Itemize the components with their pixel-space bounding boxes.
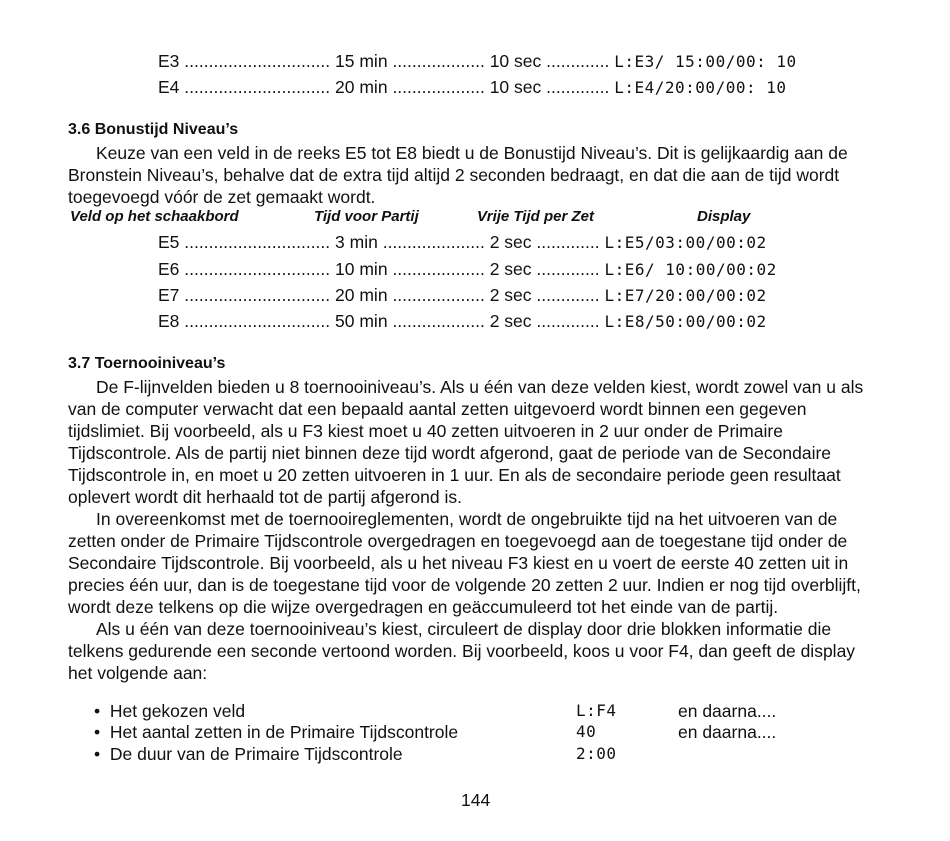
row-time: 15 min: [335, 51, 388, 71]
column-header-display: Display: [697, 208, 751, 225]
row-time: 10 min: [335, 259, 388, 279]
leader-dots: ...................: [392, 77, 485, 97]
row-display: L:E8/50:00/00:02: [604, 312, 767, 331]
list-item: [94, 721, 458, 743]
row-extra: 10 sec: [489, 51, 542, 71]
bullet-icon: •: [94, 744, 101, 764]
leader-dots: .............: [536, 232, 600, 252]
bullet-suffix: en daarna....: [678, 722, 777, 742]
leader-dots: ...................: [392, 285, 485, 305]
leader-dots: ..............................: [184, 232, 331, 252]
section-heading: 3.7 Toernooiniveau’s: [68, 355, 226, 372]
row-time: 20 min: [335, 77, 388, 97]
paragraph: Keuze van een veld in de reeks E5 tot E8 biedt u de Bonustijd Niveau’s. Dit is gelijkaardig aan de Bronstein Niveau’s, behalve dat de extra tijd altijd 2 seconden bedraagt, en dat die aan de tijd wordt toegevoegd vóór de zet gemaakt wordt.: [68, 143, 848, 207]
table-row: [158, 231, 767, 254]
page-number: 144: [461, 790, 491, 810]
row-time: 50 min: [335, 311, 388, 331]
table-row: [158, 50, 797, 73]
row-field: E6: [158, 259, 180, 279]
row-field: E5: [158, 232, 180, 252]
row-extra: 2 sec: [489, 232, 532, 252]
row-time: 3 min: [335, 232, 378, 252]
column-header-field: Veld op het schaakbord: [70, 208, 239, 225]
row-field: E3: [158, 51, 180, 71]
leader-dots: .............: [536, 259, 600, 279]
list-item: [94, 743, 403, 765]
bullet-display: L:F4: [576, 701, 617, 720]
bullet-text: Het gekozen veld: [109, 701, 246, 721]
bullet-suffix: en daarna....: [678, 701, 777, 721]
row-display: L:E5/03:00/00:02: [604, 233, 767, 252]
leader-dots: .............: [546, 77, 610, 97]
section-body: [68, 376, 883, 684]
leader-dots: ..............................: [184, 51, 331, 71]
bullet-icon: •: [94, 722, 101, 742]
leader-dots: ..............................: [184, 311, 331, 331]
list-item: [94, 700, 245, 722]
table-row: [158, 258, 777, 281]
section-heading: 3.6 Bonustijd Niveau’s: [68, 121, 239, 138]
leader-dots: ...................: [392, 259, 485, 279]
leader-dots: ...................: [392, 51, 485, 71]
row-extra: 2 sec: [489, 259, 532, 279]
table-row: [158, 76, 787, 99]
bullet-icon: •: [94, 701, 101, 721]
table-row: [158, 310, 767, 333]
row-field: E8: [158, 311, 180, 331]
row-display: L:E6/ 10:00/00:02: [604, 260, 777, 279]
row-display: L:E4/20:00/00: 10: [614, 78, 787, 97]
leader-dots: .............: [546, 51, 610, 71]
paragraph: Als u één van deze toernooiniveau’s kiest, circuleert de display door drie blokken informatie die telkens gedurende een seconde vertoond worden. Bij voorbeeld, koos u voor F4, dan geeft de display het volgende aan:: [68, 619, 856, 683]
leader-dots: .............: [536, 311, 600, 331]
leader-dots: ..............................: [184, 259, 331, 279]
leader-dots: .............: [536, 285, 600, 305]
row-extra: 2 sec: [489, 285, 532, 305]
bullet-text: De duur van de Primaire Tijdscontrole: [109, 744, 403, 764]
row-display: L:E3/ 15:00/00: 10: [614, 52, 797, 71]
leader-dots: ..............................: [184, 285, 331, 305]
paragraph: In overeenkomst met de toernooireglementen, wordt de ongebruikte tijd na het uitvoeren van de zetten onder de Primaire Tijdscontrole overgedragen en toegevoegd aan de toegestane tijd onder de Secondaire Tijdscontrole. Bij voorbeeld, als u het niveau F3 kiest en u voert de eerste 40 zetten uit in precies één uur, dan is de toegestane tijd voor de volgende 20 zetten 2 uur. Indien er nog tijd overblijft, wordt deze telkens op die wijze overgedragen en geäccumuleerd tot het einde van de partij.: [68, 509, 861, 617]
row-display: L:E7/20:00/00:02: [604, 286, 767, 305]
row-field: E4: [158, 77, 180, 97]
paragraph: De F-lijnvelden bieden u 8 toernooiniveau’s. Als u één van deze velden kiest, wordt zowel van u als van de computer verwacht dat een bepaald aantal zetten uitgevoerd wordt binnen een gegeven tijdslimiet. Bij voorbeeld, als u F3 kiest moet u 40 zetten uitvoeren in 2 uur onder de Primaire Tijdscontrole. Als de partij niet binnen deze tijd wordt afgerond, gaat de periode van de Secondaire Tijdscontrole in, en moet u 20 zetten uitvoeren in 1 uur. En als de secondaire periode geen resultaat oplevert wordt dit herhaald tot de partij afgerond is.: [68, 377, 864, 507]
row-extra: 10 sec: [489, 77, 542, 97]
row-time: 20 min: [335, 285, 388, 305]
bullet-text: Het aantal zetten in de Primaire Tijdscontrole: [109, 722, 459, 742]
row-extra: 2 sec: [489, 311, 532, 331]
leader-dots: .....................: [382, 232, 485, 252]
bullet-display: 40: [576, 722, 597, 741]
column-header-extra: Vrije Tijd per Zet: [477, 208, 594, 225]
leader-dots: ...................: [392, 311, 485, 331]
bullet-display: 2:00: [576, 744, 617, 763]
section-body: [68, 142, 883, 208]
column-header-time: Tijd voor Partij: [314, 208, 419, 225]
table-row: [158, 284, 767, 307]
leader-dots: ..............................: [184, 77, 331, 97]
row-field: E7: [158, 285, 180, 305]
